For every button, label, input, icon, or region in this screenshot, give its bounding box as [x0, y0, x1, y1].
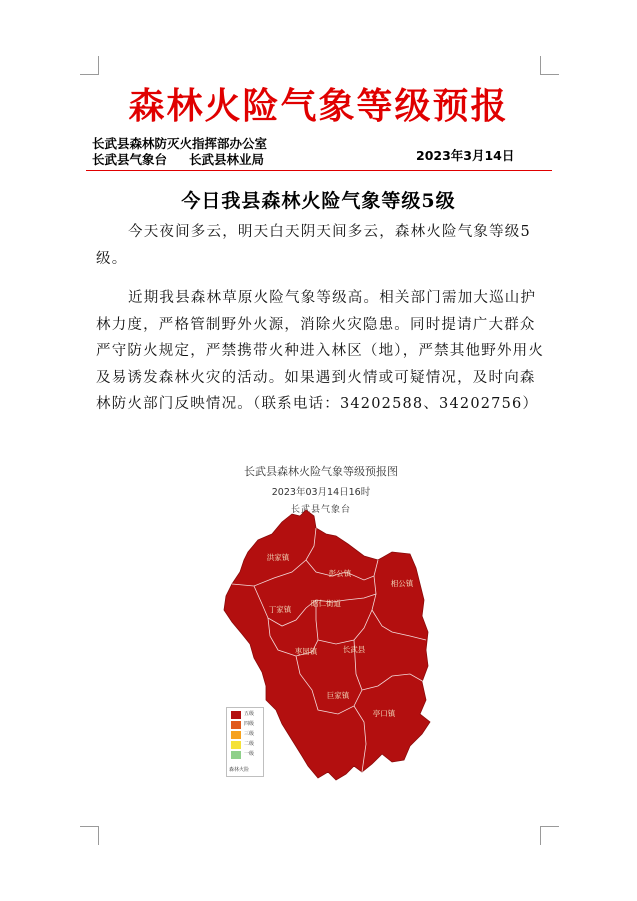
- legend-item: [231, 731, 261, 740]
- legend-swatch: [231, 721, 241, 729]
- legend-label: 三级: [244, 731, 255, 737]
- town-label: 丁家镇: [268, 605, 292, 614]
- legend-swatch: [231, 741, 241, 749]
- legend-item: [231, 751, 261, 760]
- paragraph-1-text: 今天夜间多云，明天白天阴天间多云，森林火险气象等级5级。: [96, 224, 531, 267]
- legend-label: 二级: [244, 741, 255, 747]
- legend-label: 五级: [244, 711, 255, 717]
- header-divider: [86, 170, 552, 171]
- issue-date: 2023年3月14日: [416, 148, 515, 163]
- town-label: 枣园镇: [294, 647, 318, 656]
- town-label: 洪家镇: [266, 553, 290, 562]
- map-time: 2023年03月14日16时: [271, 487, 371, 498]
- crop-mark-bottom-right: [540, 826, 559, 845]
- map-legend: [226, 707, 264, 777]
- town-label: 相公镇: [390, 579, 414, 588]
- issuer-line-2: [92, 150, 264, 168]
- issuer-weather-station: 长武县气象台: [92, 152, 168, 167]
- legend-item: [231, 741, 261, 750]
- legend-item: [231, 711, 261, 720]
- legend-swatch: [231, 731, 241, 739]
- town-label: 长武县: [342, 645, 366, 654]
- legend-swatch: [231, 711, 241, 719]
- crop-mark-bottom-left: [80, 826, 99, 845]
- crop-mark-top-right: [540, 56, 559, 75]
- town-label: 亭口镇: [372, 709, 396, 718]
- legend-item: [231, 721, 261, 730]
- town-label: 彭公镇: [328, 569, 352, 578]
- paragraph-2: [96, 285, 546, 418]
- town-label: 昭仁街道: [311, 599, 341, 608]
- headline: 今日我县森林火险气象等级5级: [181, 190, 456, 212]
- legend-swatch: [231, 751, 241, 759]
- map-source: 长武县气象台: [290, 505, 351, 515]
- paragraph-1: [96, 219, 546, 272]
- document-title: 森林火险气象等级预报: [128, 85, 509, 127]
- legend-caption: 森林火险: [229, 767, 250, 773]
- crop-mark-top-left: [80, 56, 99, 75]
- legend-label: 四级: [244, 721, 255, 727]
- issuer-line-1: 长武县森林防灭火指挥部办公室: [92, 136, 268, 151]
- town-label: 巨家镇: [326, 691, 350, 700]
- paragraph-2-text: 近期我县森林草原火险气象等级高。相关部门需加大巡山护林力度，严格管制野外火源，消除火灾隐患。同时提请广大群众严守防火规定，严禁携带火种进入林区（地），严禁其他野外用火及易诱发森林火灾的活动。如果遇到火情或可疑情况，及时向森林防火部门反映情况。（联系电话：34202588、34202756）: [96, 290, 545, 412]
- legend-label: 一级: [244, 751, 255, 757]
- map-title: 长武县森林火险气象等级预报图: [244, 465, 398, 478]
- issuer-forestry-bureau: 长武县林业局: [189, 152, 265, 167]
